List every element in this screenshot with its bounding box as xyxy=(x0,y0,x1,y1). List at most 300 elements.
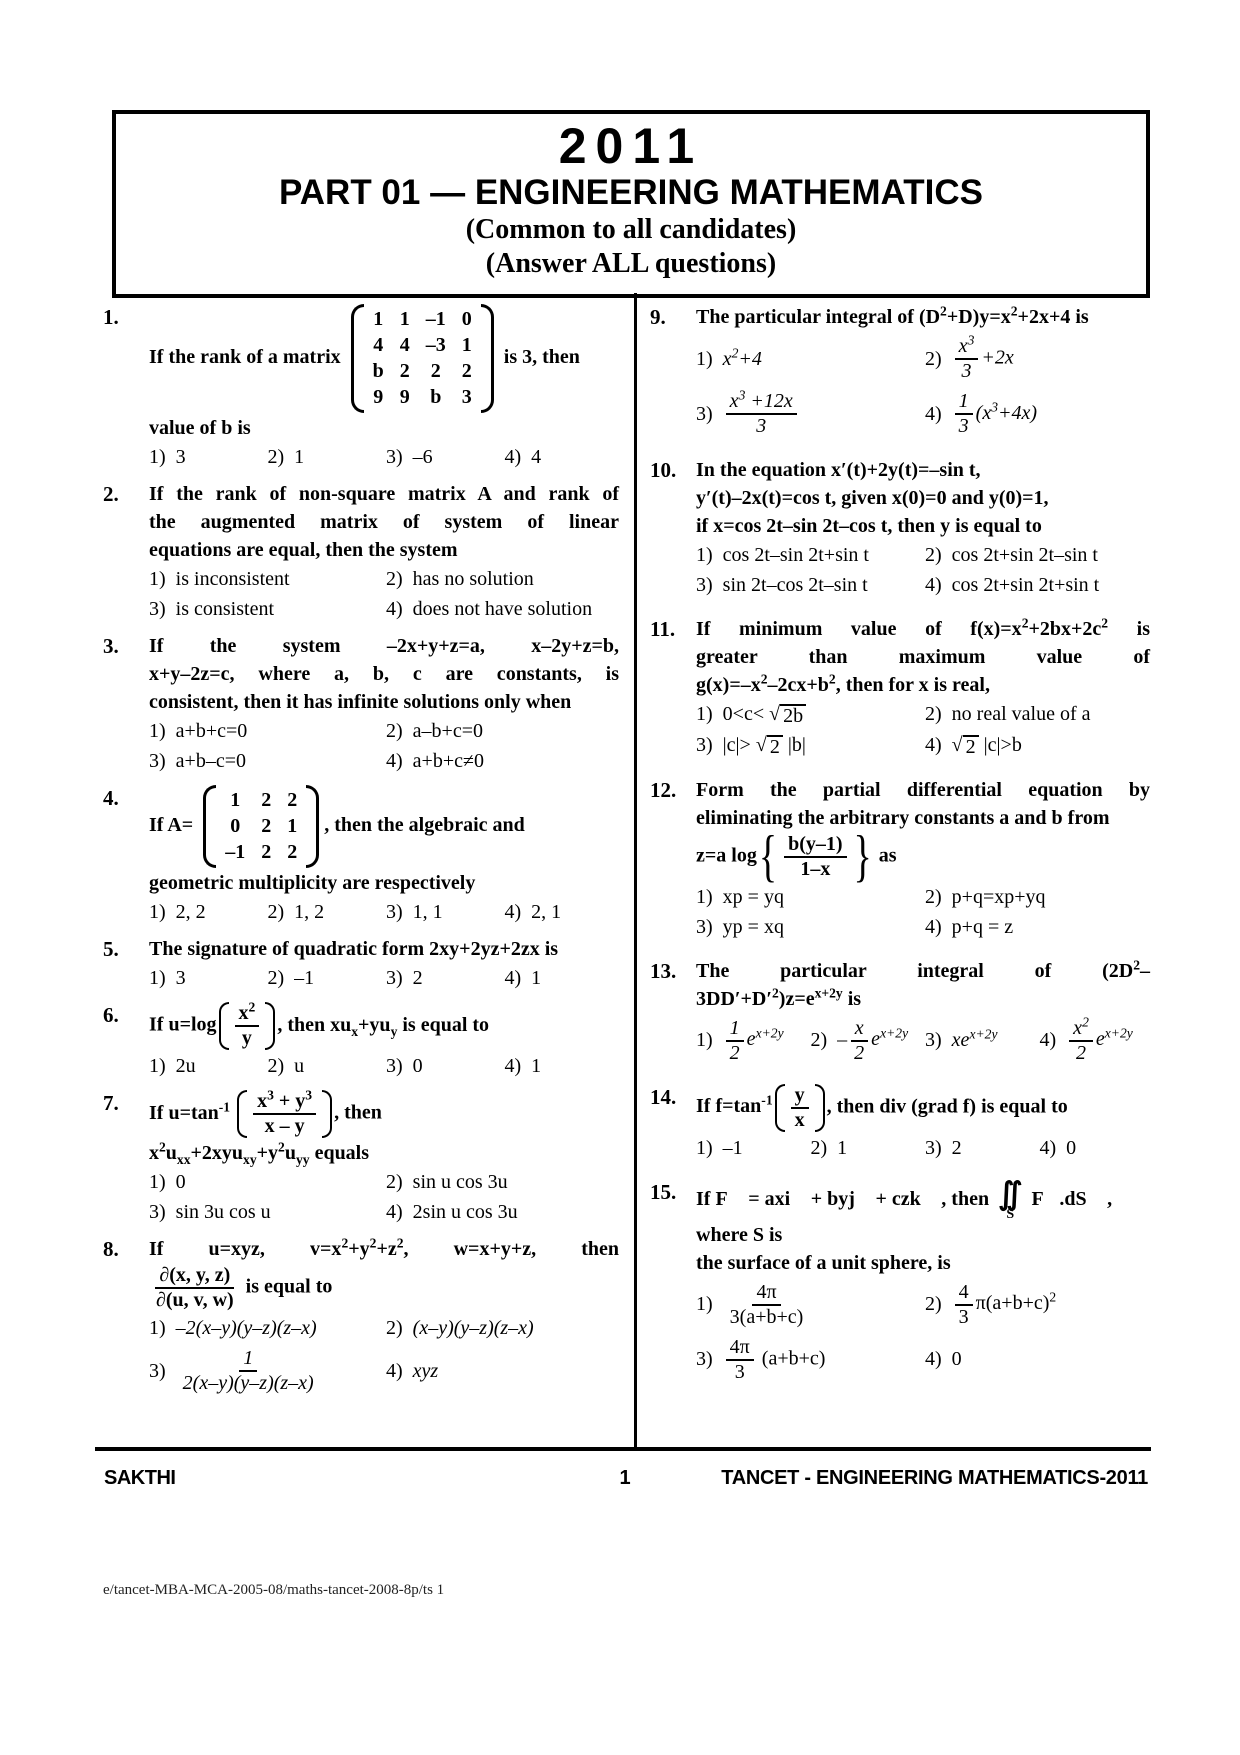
stem-line xyxy=(149,1087,619,1138)
math-text: p+q=xp+yq xyxy=(951,885,1046,908)
option-number: 4) xyxy=(504,901,522,923)
matrix-cell: 4 xyxy=(399,334,410,356)
matrix-cell: b xyxy=(372,360,384,382)
question xyxy=(650,777,1150,939)
option-number: 4) xyxy=(925,734,942,757)
option-number: 4) xyxy=(925,1348,942,1371)
math-text: If the rank of non-square matrix A and rank of xyxy=(149,483,619,505)
stem-line xyxy=(696,485,1150,511)
question xyxy=(103,304,619,469)
matrix-paren-left xyxy=(203,785,216,868)
option-body xyxy=(723,734,806,758)
option xyxy=(696,1336,921,1384)
radicand: 2b xyxy=(780,704,806,727)
paren-content xyxy=(785,1084,815,1132)
math-text: 2sin u cos 3u xyxy=(412,1201,518,1223)
question-number: 2. xyxy=(103,482,119,506)
math-text: |b| xyxy=(782,733,806,756)
question-stem xyxy=(696,616,1150,698)
question-body xyxy=(696,1175,1150,1384)
option-body xyxy=(952,1348,962,1371)
math-text: is consistent xyxy=(175,598,275,620)
right-brace: } xyxy=(853,825,872,889)
question-stem xyxy=(696,1175,1150,1276)
option-body xyxy=(294,967,314,990)
math-text: sin 3u cos u xyxy=(175,1201,271,1223)
fraction-denominator: 3(a+b+c) xyxy=(729,1305,804,1328)
math-text: If $u=\tan^{-1}$ xyxy=(149,1098,231,1124)
option xyxy=(925,544,1150,567)
radicand: 2 xyxy=(963,735,979,758)
option xyxy=(925,734,1150,758)
option-body xyxy=(413,1317,534,1340)
parenthesized-expression xyxy=(775,1084,825,1132)
option xyxy=(149,967,264,990)
option-number: 3) xyxy=(696,1348,713,1371)
options xyxy=(696,703,1150,758)
math-text: $(x^3+4x)$ xyxy=(975,398,1038,424)
option-number: 1) xyxy=(149,446,166,468)
fraction xyxy=(955,332,979,383)
option xyxy=(386,750,619,773)
option xyxy=(149,720,382,743)
math-text: In the equation x′(t)+2y(t)=–sin t, xyxy=(696,459,981,481)
matrix-cell: 0 xyxy=(230,815,241,837)
question-number: 3. xyxy=(103,634,119,658)
math-text: no real value of a xyxy=(951,703,1091,726)
question-body xyxy=(149,633,619,773)
option-number: 1) xyxy=(696,885,713,908)
options xyxy=(149,1317,619,1395)
option xyxy=(386,967,501,990)
option xyxy=(386,1171,619,1194)
options xyxy=(696,1014,1150,1065)
math-text: , then $xu_x+yu_y$ is equal to xyxy=(277,1013,490,1039)
stem-line xyxy=(696,513,1150,539)
math-text: $3DD'+D'^2)z=e^{x+2y}$ is xyxy=(696,985,862,1010)
option-body xyxy=(176,1347,321,1395)
fraction-numerator: x xyxy=(851,1017,868,1042)
option-number: 2) xyxy=(267,901,285,923)
question xyxy=(103,999,619,1078)
question-stem xyxy=(149,1236,619,1312)
paren-left xyxy=(219,1002,229,1050)
part-title: PART 01 — ENGINEERING MATHEMATICS xyxy=(279,172,983,212)
footer-rule xyxy=(95,1447,1151,1451)
paren-left xyxy=(775,1084,785,1132)
option-number: 4) xyxy=(925,574,942,596)
math-text: equations are equal, then the system xyxy=(149,539,458,561)
fraction xyxy=(726,1017,744,1065)
option-number: 3) xyxy=(696,915,713,938)
question-body xyxy=(149,481,619,621)
fraction-denominator: 2 xyxy=(854,1041,865,1064)
fraction-denominator: 3 xyxy=(958,1305,969,1328)
math-text: 1, 2 xyxy=(294,901,325,923)
option xyxy=(696,703,921,727)
parenthesized-expression xyxy=(219,999,276,1050)
question-stem xyxy=(149,785,619,896)
math-text: if x=cos 2t–sin 2t–cos t, then y is equal to xyxy=(696,515,1042,537)
matrix-cell: 2 xyxy=(287,789,298,811)
stem-line xyxy=(149,661,619,687)
option xyxy=(696,335,921,383)
option-body xyxy=(1066,1014,1133,1065)
question-number: 5. xyxy=(103,937,119,961)
option-body xyxy=(723,1017,784,1065)
option-body xyxy=(176,720,248,743)
option-body xyxy=(176,967,186,990)
option-body xyxy=(952,332,1014,383)
math-text: has no solution xyxy=(412,568,534,590)
fraction-numerator: $x^2$ xyxy=(1069,1017,1093,1042)
option-number: 4) xyxy=(504,967,522,989)
fraction-denominator: 1–x xyxy=(800,857,831,880)
options xyxy=(149,568,619,621)
question-body xyxy=(149,304,619,469)
paren-right xyxy=(322,1090,332,1138)
column-divider xyxy=(634,293,637,1447)
option-body xyxy=(723,703,806,727)
option-body xyxy=(176,568,290,591)
fraction xyxy=(235,999,260,1050)
option-body xyxy=(413,750,484,773)
math-text: geometric multiplicity are respectively xyxy=(149,872,476,894)
square-root xyxy=(756,735,783,758)
option-body xyxy=(413,1055,423,1078)
question-stem xyxy=(696,304,1150,330)
option-number: 4) xyxy=(1039,1029,1057,1052)
option xyxy=(149,901,264,924)
option-body xyxy=(531,967,541,990)
questions-column-right xyxy=(650,304,1150,1403)
option-number: 1) xyxy=(149,967,166,989)
math-text: 1 xyxy=(531,967,542,989)
square-root xyxy=(952,735,979,758)
option-body xyxy=(176,1317,317,1340)
subtitle-common: (Common to all candidates) xyxy=(465,214,797,245)
stem-line xyxy=(696,777,1150,803)
option-number: 2) xyxy=(925,1293,942,1316)
math-text: is equal to xyxy=(240,1275,333,1298)
option-number: 2) xyxy=(810,1136,828,1159)
question-body xyxy=(149,785,619,924)
option-number: 3) xyxy=(386,901,403,923)
footer-publisher: SAKTHI xyxy=(104,1467,176,1489)
questions-column-left xyxy=(103,304,619,1407)
option-body xyxy=(531,1055,541,1078)
math-text: 1 xyxy=(294,446,305,468)
math-text: xp = yq xyxy=(722,885,784,908)
option-body xyxy=(723,916,784,939)
option-number: 2) xyxy=(267,967,285,989)
fraction-numerator: 4 xyxy=(955,1281,973,1306)
math-text: x+y–2z=c, where a, b, c are constants, is xyxy=(149,663,619,685)
options xyxy=(149,1055,619,1078)
paren-right xyxy=(815,1084,825,1132)
math-text: as xyxy=(873,844,897,867)
option-number: 4) xyxy=(386,598,403,620)
math-text: xyz xyxy=(412,1359,439,1382)
option-number: 1) xyxy=(696,544,713,566)
matrix-cell: 1 xyxy=(461,334,472,356)
option xyxy=(1040,1137,1151,1160)
option xyxy=(696,387,921,438)
braced-expression xyxy=(758,825,873,889)
imprint-line: e/tancet-MBA-MCA-2005-08/maths-tancet-2008-8p/ts 1 xyxy=(103,1582,445,1598)
option-number: 1) xyxy=(149,720,166,742)
matrix-cell: 2 xyxy=(287,841,298,863)
options xyxy=(149,967,619,990)
question-number: 14. xyxy=(650,1084,677,1109)
stem-line xyxy=(696,644,1150,670)
matrix-cell: 0 xyxy=(461,308,472,330)
option-number: 1) xyxy=(149,1171,166,1193)
option xyxy=(925,886,1150,909)
question xyxy=(103,633,619,773)
fraction-numerator: $x^3 + y^3$ xyxy=(253,1090,316,1115)
matrix-cell: 1 xyxy=(373,308,384,330)
option-number: 3) xyxy=(149,1359,166,1382)
question-body xyxy=(149,936,619,990)
option-number: 1) xyxy=(696,1293,713,1316)
math-text: 0 xyxy=(175,1171,186,1193)
math-text: greater than maximum value of xyxy=(696,646,1150,668)
question-stem xyxy=(149,936,619,962)
fraction-numerator: 4π xyxy=(726,1336,754,1361)
matrix-cell: 1 xyxy=(287,815,298,837)
question-number: 6. xyxy=(103,1003,119,1027)
math-text: , then xyxy=(334,1101,382,1124)
option-number: 3) xyxy=(149,1201,166,1223)
option xyxy=(149,598,382,621)
option-body xyxy=(413,446,433,469)
option-number: 3) xyxy=(386,1055,403,1077)
math-text: u xyxy=(294,1055,305,1077)
fraction xyxy=(726,387,797,438)
options xyxy=(149,901,619,924)
option xyxy=(925,1281,1150,1329)
fraction-numerator: $x^3 +12x$ xyxy=(726,390,797,415)
question xyxy=(650,1175,1150,1384)
math-text: +2x xyxy=(981,346,1014,369)
math-text: , then the algebraic and xyxy=(324,814,525,837)
fraction-denominator: 3 xyxy=(756,415,767,437)
question-stem xyxy=(696,1084,1150,1132)
parenthesized-expression xyxy=(237,1087,332,1138)
question-number: 7. xyxy=(103,1091,119,1115)
option-body xyxy=(176,598,274,621)
option-number: 2) xyxy=(810,1029,828,1052)
footer-page-number: 1 xyxy=(619,1467,631,1489)
stem-line xyxy=(696,672,1150,698)
fraction-denominator: y xyxy=(241,1027,252,1049)
option xyxy=(696,916,921,939)
math-text: 1, 1 xyxy=(412,901,443,923)
math-text: eliminating the arbitrary constants a and b from xyxy=(696,806,1110,829)
math-text: the surface of a unit sphere, is xyxy=(696,1251,951,1274)
math-text: (x–y)(y–z)(z–x) xyxy=(412,1317,534,1339)
math-text: (a+b+c) xyxy=(756,1347,826,1370)
option xyxy=(811,1017,922,1065)
matrix-cell: 9 xyxy=(373,386,384,408)
option-number: 4) xyxy=(925,402,942,425)
option xyxy=(149,750,382,773)
stem-line xyxy=(696,457,1150,483)
option-number: 1) xyxy=(696,347,713,370)
option-number: 1) xyxy=(149,568,166,590)
matrix-cell: 2 xyxy=(430,360,441,382)
matrix-cell: 2 xyxy=(399,360,410,382)
question-stem xyxy=(149,1087,619,1167)
fraction-denominator: 3 xyxy=(961,360,972,382)
option-number: 2) xyxy=(386,1317,403,1339)
option-body xyxy=(837,1017,908,1065)
option xyxy=(925,916,1150,939)
math-text: Form the partial differential equation by xyxy=(696,778,1150,801)
option xyxy=(696,544,921,567)
option-body xyxy=(413,720,483,743)
option xyxy=(925,1336,1150,1384)
option-body xyxy=(952,703,1091,726)
integral-sign: ∬ xyxy=(998,1175,1023,1211)
option xyxy=(505,1055,620,1078)
math-text: yp = xq xyxy=(722,915,784,938)
math-text: – xyxy=(837,1028,848,1051)
options xyxy=(696,886,1150,939)
fraction-denominator: x xyxy=(794,1108,805,1131)
matrix-cell: 1 xyxy=(399,308,410,330)
math-text: consistent, then it has infinite solutions only when xyxy=(149,691,572,713)
option xyxy=(925,1017,1036,1065)
math-text: cos 2t+sin 2t+sin t xyxy=(951,574,1100,596)
stem-line xyxy=(149,537,619,563)
option xyxy=(811,1137,922,1160)
question-number: 15. xyxy=(650,1179,677,1204)
double-integral xyxy=(998,1175,1023,1223)
fraction xyxy=(791,1084,809,1132)
fraction-denominator: x – y xyxy=(264,1115,305,1137)
fraction-denominator: 2(x–y)(y–z)(z–x) xyxy=(182,1372,314,1394)
math-text: 3 xyxy=(175,446,186,468)
stem-line xyxy=(149,1264,619,1312)
math-text: |c|>b xyxy=(978,733,1022,756)
matrix-paren-left xyxy=(351,304,364,413)
option-number: 1) xyxy=(696,1029,713,1052)
question-body xyxy=(696,777,1150,939)
math-text: –1 xyxy=(294,967,315,989)
option-body xyxy=(952,734,1022,758)
fraction xyxy=(253,1087,316,1138)
fraction xyxy=(784,833,846,881)
option xyxy=(696,1281,921,1329)
footer-exam-title: TANCET - ENGINEERING MATHEMATICS-2011 xyxy=(721,1467,1148,1489)
option xyxy=(386,446,501,469)
question-number: 8. xyxy=(103,1237,119,1261)
math-text: 1 xyxy=(531,1055,542,1077)
option-number: 3) xyxy=(925,1136,942,1159)
option xyxy=(386,568,619,591)
option-number: 3) xyxy=(696,574,713,596)
option-body xyxy=(413,1201,518,1224)
option xyxy=(268,967,383,990)
option-body xyxy=(176,901,206,924)
option-number: 2) xyxy=(386,720,403,742)
option-number: 2) xyxy=(925,544,942,566)
option-body xyxy=(723,1281,811,1329)
options xyxy=(696,1281,1150,1384)
option-body xyxy=(952,1137,962,1160)
stem-line xyxy=(149,415,619,441)
fraction-denominator: 2 xyxy=(1076,1041,1087,1064)
question xyxy=(650,958,1150,1065)
question-number: 11. xyxy=(650,617,676,641)
option-body xyxy=(176,1055,196,1078)
option-body xyxy=(723,1137,743,1160)
option-number: 2) xyxy=(267,1055,285,1077)
fraction-numerator: y xyxy=(791,1084,809,1109)
fraction xyxy=(726,1336,754,1384)
option-number: 3) xyxy=(386,446,403,468)
option-body xyxy=(413,1360,439,1383)
fraction-numerator: $x^3$ xyxy=(955,335,979,360)
option-body xyxy=(952,390,1037,438)
math-text: is 3, then xyxy=(498,346,580,369)
math-text: 3 xyxy=(175,967,186,989)
math-text: a+b–c=0 xyxy=(175,750,246,772)
left-brace: { xyxy=(758,825,778,889)
options xyxy=(696,332,1150,438)
stem-line xyxy=(696,986,1150,1012)
radicand: 2 xyxy=(767,735,783,758)
option-number: 4) xyxy=(504,1055,522,1077)
option-number: 1) xyxy=(149,1055,166,1077)
paren-left xyxy=(237,1090,247,1138)
option-body xyxy=(294,1055,304,1078)
question-body xyxy=(696,457,1150,597)
option-number: 3) xyxy=(696,734,713,757)
math-text: F⃗.dS⃗ , where S is xyxy=(696,1187,1113,1246)
option-body xyxy=(176,750,246,773)
option-number: 4) xyxy=(386,750,403,772)
question xyxy=(103,481,619,621)
subtitle-answer: (Answer ALL questions) xyxy=(485,248,777,280)
stem-line xyxy=(149,1140,619,1166)
math-text: value of b is xyxy=(149,417,251,439)
math-text: sin u cos 3u xyxy=(412,1171,508,1193)
fraction-denominator: ∂(u, v, w) xyxy=(156,1289,234,1311)
option xyxy=(696,1137,807,1160)
option-body xyxy=(952,1281,1057,1329)
stem-line xyxy=(149,936,619,962)
stem-line xyxy=(149,689,619,715)
option xyxy=(505,967,620,990)
math-text: 1 xyxy=(837,1136,848,1159)
stem-line xyxy=(149,481,619,507)
math-text: 2u xyxy=(175,1055,196,1077)
option-body xyxy=(837,1137,847,1160)
math-text: y′(t)–2x(t)=cos t, given x(0)=0 and y(0)=1, xyxy=(696,487,1049,509)
brace-content xyxy=(778,833,852,881)
math-text: 2, 1 xyxy=(531,901,562,923)
fraction-numerator: 1 xyxy=(955,390,973,415)
matrix-cell: b xyxy=(430,386,442,408)
math-text: $x^2+4$ xyxy=(722,344,762,370)
options xyxy=(149,1171,619,1224)
option-number: 3) xyxy=(149,750,166,772)
stem-line xyxy=(696,304,1150,330)
math-text: cos 2t+sin 2t–sin t xyxy=(951,544,1098,566)
